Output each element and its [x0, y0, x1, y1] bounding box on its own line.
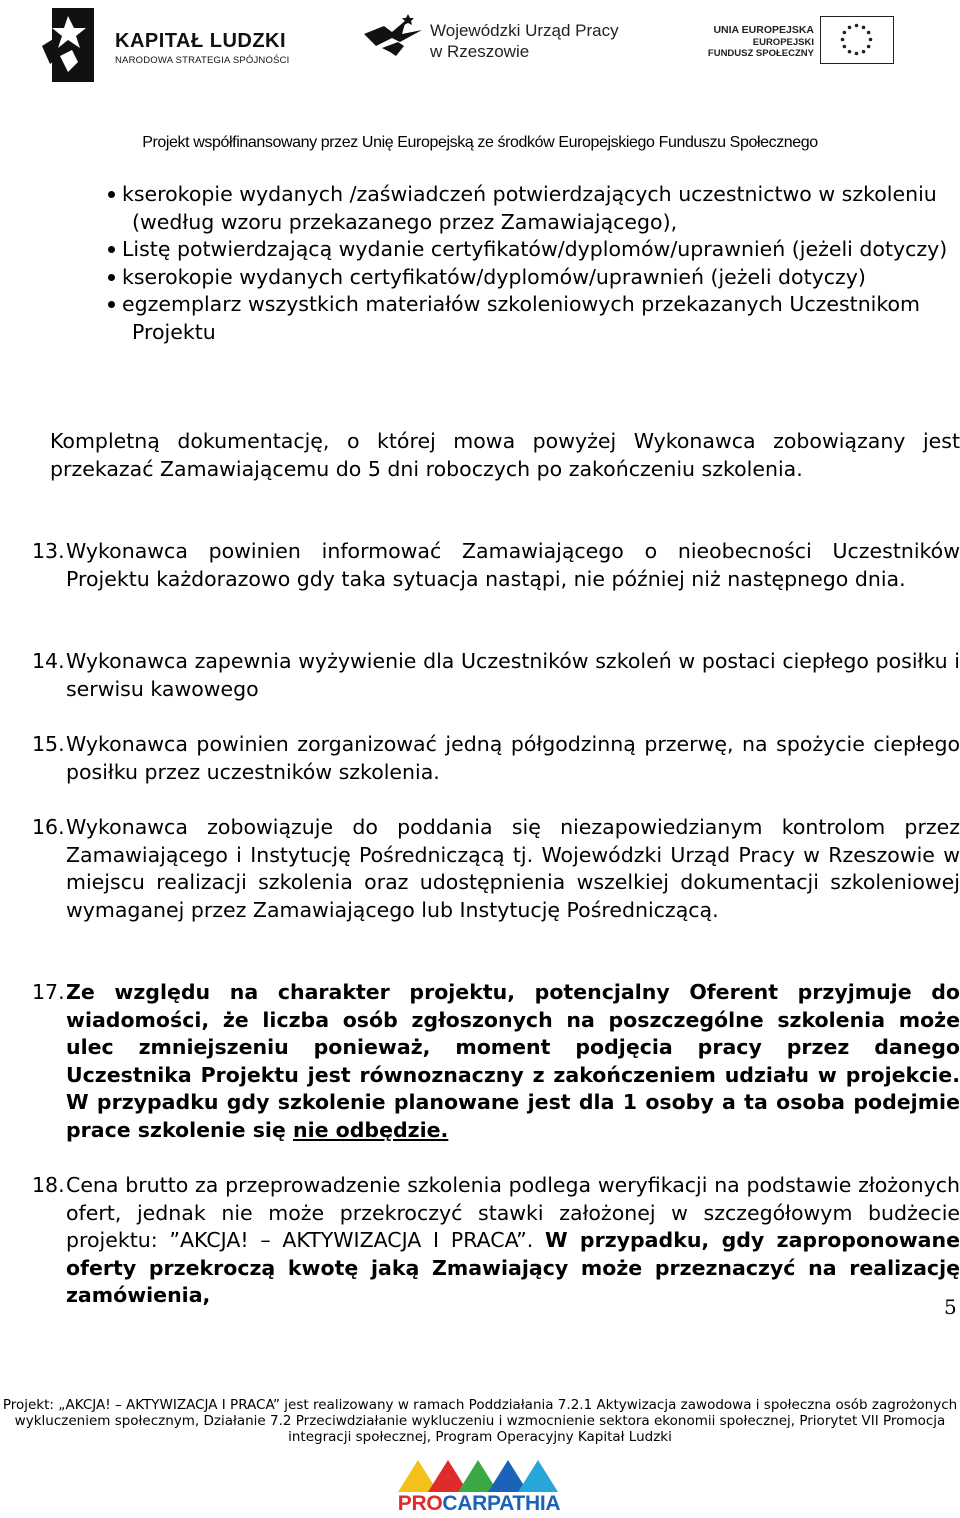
procarpathia-wordmark: PROCARPATHIA — [397, 1492, 561, 1515]
footer-line2: wykluczeniem społecznym, Działanie 7.2 Przeciwdziałanie wykluczeniu i wzmocnienie sektora ekonomii społecznej, Priorytet VII Promocja — [14, 1413, 946, 1429]
document-list — [108, 181, 960, 346]
bullet-icon — [108, 301, 115, 308]
list-item: kserokopie wydanych certyfikatów/dyplomów/uprawnień (jeżeli dotyczy) — [108, 264, 960, 292]
item-number: 16. — [32, 815, 65, 839]
footer-line3: integracji społecznej, Program Operacyjny Kapitał Ludzki — [288, 1429, 672, 1445]
procarpathia-triangles-icon — [396, 1458, 562, 1494]
eu-star-icon — [867, 31, 871, 35]
page-number: 5 — [944, 1295, 957, 1319]
wup-name-line1: Wojewódzki Urząd Pracy — [430, 21, 619, 40]
item-number: 18. — [32, 1173, 65, 1197]
eu-star-icon — [843, 31, 847, 35]
eu-line2: EUROPEJSKI — [752, 37, 814, 48]
kapital-ludzki-logo — [38, 6, 308, 84]
item-14 — [32, 648, 960, 703]
wup-name-line2: w Rzeszowie — [430, 42, 530, 61]
list-item: egzemplarz wszystkich materiałów szkoleniowych przekazanych Uczestnikom Projektu — [108, 291, 960, 346]
list-item: Listę potwierdzającą wydanie certyfikatów/dyplomów/uprawnień (jeżeli dotyczy) — [108, 236, 960, 264]
kapital-ludzki-title: KAPITAŁ LUDZKI — [115, 30, 287, 52]
item-18-bold-text: W przypadku, gdy zaproponowane oferty przekroczą kwotę jaką Zmawiający może przeznaczyć na realizację zamówienia, — [66, 1228, 960, 1307]
eu-star-icon — [855, 24, 859, 28]
eu-star-icon — [862, 26, 866, 30]
wup-logo — [362, 12, 632, 72]
kapital-ludzki-subtitle: NARODOWA STRATEGIA SPÓJNOŚCI — [115, 55, 290, 66]
complete-documentation-paragraph: Kompletną dokumentację, o której mowa powyżej Wykonawca zobowiązany jest przekazać Zamawiającemu do 5 dni roboczych po zakończeniu szkolenia. — [50, 429, 960, 481]
eu-star-icon — [843, 45, 847, 49]
footer-note — [0, 1397, 960, 1445]
item-number: 17. — [32, 980, 65, 1004]
eu-star-icon — [848, 50, 852, 54]
eu-logo — [707, 16, 898, 66]
item-15 — [32, 731, 960, 786]
eu-star-icon — [862, 50, 866, 54]
item-text — [66, 1172, 960, 1310]
eu-line1: UNIA EUROPEJSKA — [713, 24, 814, 36]
item-number: 14. — [32, 649, 65, 673]
item-18 — [32, 1172, 960, 1310]
eu-flag-icon — [820, 16, 894, 64]
cofinancing-note: Projekt współfinansowany przez Unię Europejską ze środków Europejskiego Funduszu Społecznego — [142, 134, 818, 151]
item-text — [66, 979, 960, 1144]
bullet-icon — [108, 274, 115, 281]
bullet-icon — [108, 246, 115, 253]
item-text: Wykonawca zapewnia wyżywienie dla Uczestników szkoleń w postaci ciepłego posiłku i serwisu kawowego — [66, 649, 960, 701]
item-text: Wykonawca powinien informować Zamawiającego o nieobecności Uczestników Projektu każdorazowo gdy taka sytuacja nastąpi, nie później niż następnego dnia. — [66, 539, 960, 591]
eu-star-icon — [855, 52, 859, 56]
eu-star-icon — [848, 26, 852, 30]
item-17-underlined-text: nie odbędzie. — [292, 1117, 449, 1142]
item-number: 15. — [32, 732, 65, 756]
item-18-text: Cena brutto za przeprowadzenie szkolenia podlega weryfikacji na podstawie złożonych ofert, jednak nie może przekroczyć stawki założonej w szczegółowym budżecie projektu: ”AKCJA! – AKTYWIZACJA I PRACA”. — [66, 1173, 960, 1252]
item-13 — [32, 538, 960, 593]
eu-star-icon — [867, 45, 871, 49]
bullet-icon — [108, 191, 115, 198]
item-text: Wykonawca zobowiązuje do poddania się niezapowiedzianym kontrolom przez Zamawiającego i Instytucję Pośredniczącą tj. Wojewódzki Urząd Pracy w Rzeszowie w miejscu realizacji szkolenia oraz udostępnienia wszelkiej dokumentacji szkoleniowej wymaganej przez Zamawiającego lub Instytucję Pośredniczącą. — [66, 815, 960, 922]
wup-birds-icon — [362, 12, 426, 72]
item-17-bold-text: Ze względu na charakter projektu, potencjalny Oferent przyjmuje do wiadomości, że liczba osób zgłoszonych na poszczególne szkolenia może ulec zmniejszeniu ponieważ, moment podjęcia pracy przez danego Uczestnika Projektu jest równoznaczny z zakończeniem udziału w projekcie. W przypadku gdy szkolenie planowane jest dla 1 osoby a ta osoba podejmie prace szkolenie się — [66, 980, 960, 1142]
list-item: kserokopie wydanych /zaświadczeń potwierdzających uczestnictwo w szkoleniu (według wzoru przekazanego przez Zamawiającego), — [108, 181, 960, 236]
kapital-ludzki-emblem-icon — [38, 6, 108, 84]
eu-line3: FUNDUSZ SPOŁECZNY — [707, 48, 814, 59]
item-16 — [32, 814, 960, 924]
item-text: Wykonawca powinien zorganizować jedną półgodzinną przerwę, na spożycie ciepłego posiłku przez uczestników szkolenia. — [66, 732, 960, 784]
footer-line1: Projekt: „AKCJA! – AKTYWIZACJA I PRACA” jest realizowany w ramach Poddziałania 7.2.1 Aktywizacja zawodowa i społeczna osób zagrożonych — [2, 1397, 958, 1413]
eu-star-icon — [841, 38, 845, 42]
item-number: 13. — [32, 539, 65, 563]
eu-star-icon — [869, 38, 873, 42]
procarpathia-logo — [396, 1458, 562, 1516]
item-17 — [32, 979, 960, 1144]
